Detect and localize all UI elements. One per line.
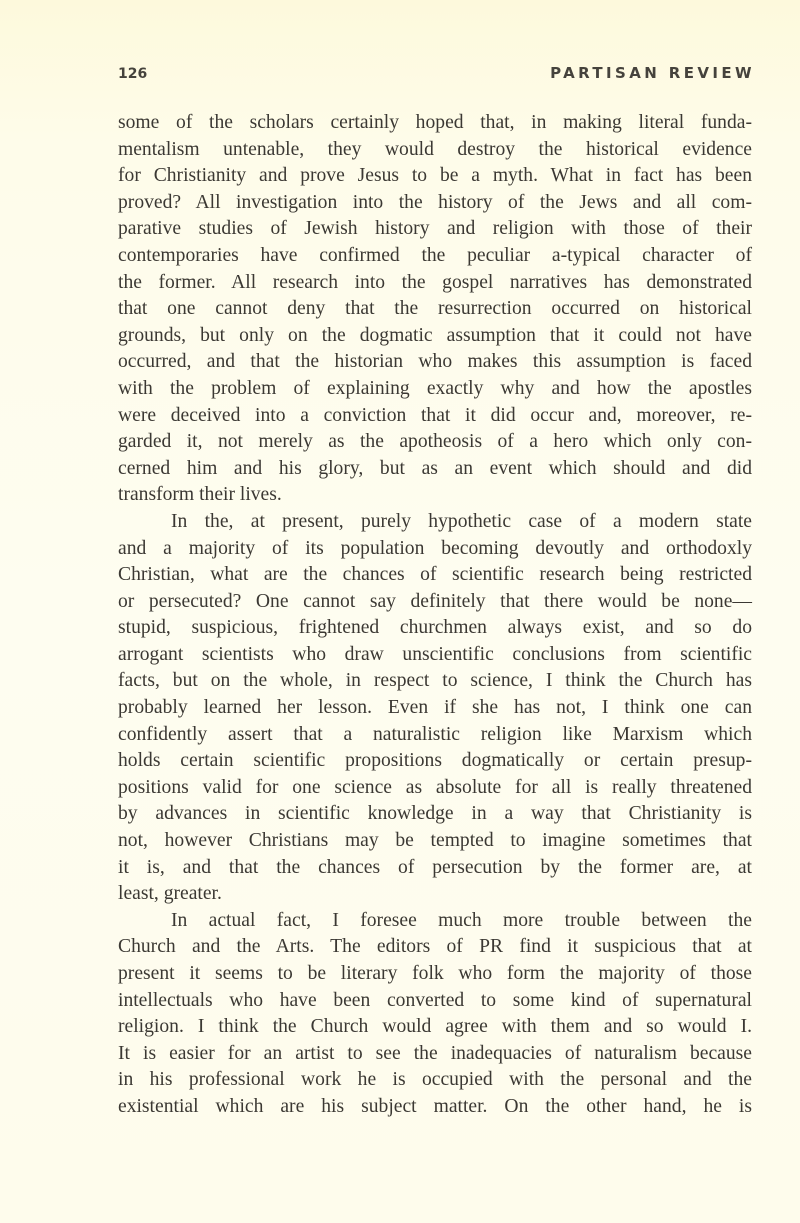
text-line: not, however Christians may be tempted to imagine sometimes that: [118, 830, 752, 852]
journal-title: PARTISAN REVIEW: [550, 64, 755, 82]
text-line: facts, but on the whole, in respect to science, I think the Church has: [118, 670, 752, 692]
text-line: holds certain scientific propositions dogmatically or certain presup-: [118, 750, 752, 772]
text-line: grounds, but only on the dogmatic assumption that it could not have: [118, 324, 752, 346]
text-line: religion. I think the Church would agree with them and so would I.: [118, 1016, 752, 1038]
text-line: Church and the Arts. The editors of PR find it suspicious that at: [118, 936, 752, 958]
text-line: In actual fact, I foresee much more trouble between the: [171, 909, 752, 931]
text-line: probably learned her lesson. Even if she has not, I think one can: [118, 697, 752, 719]
paragraph: [118, 908, 752, 1121]
text-line: present it seems to be literary folk who form the majority of those: [118, 963, 752, 984]
text-line: In the, at present, purely hypothetic case of a modern state: [171, 510, 752, 532]
paragraph: [118, 509, 752, 908]
text-line: existential which are his subject matter. On the other hand, he is: [118, 1095, 752, 1117]
text-line: arrogant scientists who draw unscientific conclusions from scientific: [118, 643, 752, 665]
text-line: or persecuted? One cannot say definitely that there would be none—: [118, 590, 752, 612]
text-line: some of the scholars certainly hoped that, in making literal funda-: [118, 112, 752, 133]
text-line: it is, and that the chances of persecution by the former are, at: [118, 856, 752, 878]
text-line: with the problem of explaining exactly why and how the apostles: [118, 377, 752, 399]
text-line: positions valid for one science as absolute for all is really threatened: [118, 776, 752, 798]
body-text: [118, 110, 752, 1121]
running-head: [118, 64, 755, 88]
text-line: the former. All research into the gospel narratives has demonstrated: [118, 271, 752, 293]
text-line: stupid, suspicious, frightened churchmen always exist, and so do: [118, 617, 752, 639]
text-line: and a majority of its population becoming devoutly and orthodoxly: [118, 537, 752, 559]
text-line: confidently assert that a naturalistic religion like Marxism which: [118, 723, 752, 745]
text-line: occurred, and that the historian who makes this assumption is faced: [118, 351, 752, 373]
text-line: mentalism untenable, they would destroy the historical evidence: [118, 138, 752, 160]
text-line: cerned him and his glory, but as an event which should and did: [118, 457, 752, 479]
page-number: 126: [118, 66, 148, 82]
text-line: least, greater.: [118, 883, 222, 905]
text-line: that one cannot deny that the resurrection occurred on historical: [118, 298, 752, 320]
text-line: transform their lives.: [118, 484, 282, 506]
text-line: by advances in scientific knowledge in a way that Christianity is: [118, 803, 752, 825]
text-line: were deceived into a conviction that it did occur and, moreover, re-: [118, 404, 752, 426]
text-line: parative studies of Jewish history and religion with those of their: [118, 218, 752, 240]
text-line: in his professional work he is occupied with the personal and the: [118, 1069, 752, 1091]
text-line: garded it, not merely as the apotheosis of a hero which only con-: [118, 431, 752, 453]
text-line: intellectuals who have been converted to some kind of supernatural: [118, 989, 752, 1011]
text-line: proved? All investigation into the history of the Jews and all com-: [118, 191, 752, 213]
text-line: It is easier for an artist to see the inadequacies of naturalism because: [118, 1042, 752, 1064]
text-line: contemporaries have confirmed the peculiar a-typical character of: [118, 244, 752, 266]
paragraph: [118, 110, 752, 509]
text-line: Christian, what are the chances of scientific research being restricted: [118, 564, 752, 586]
text-line: for Christianity and prove Jesus to be a myth. What in fact has been: [118, 165, 752, 187]
